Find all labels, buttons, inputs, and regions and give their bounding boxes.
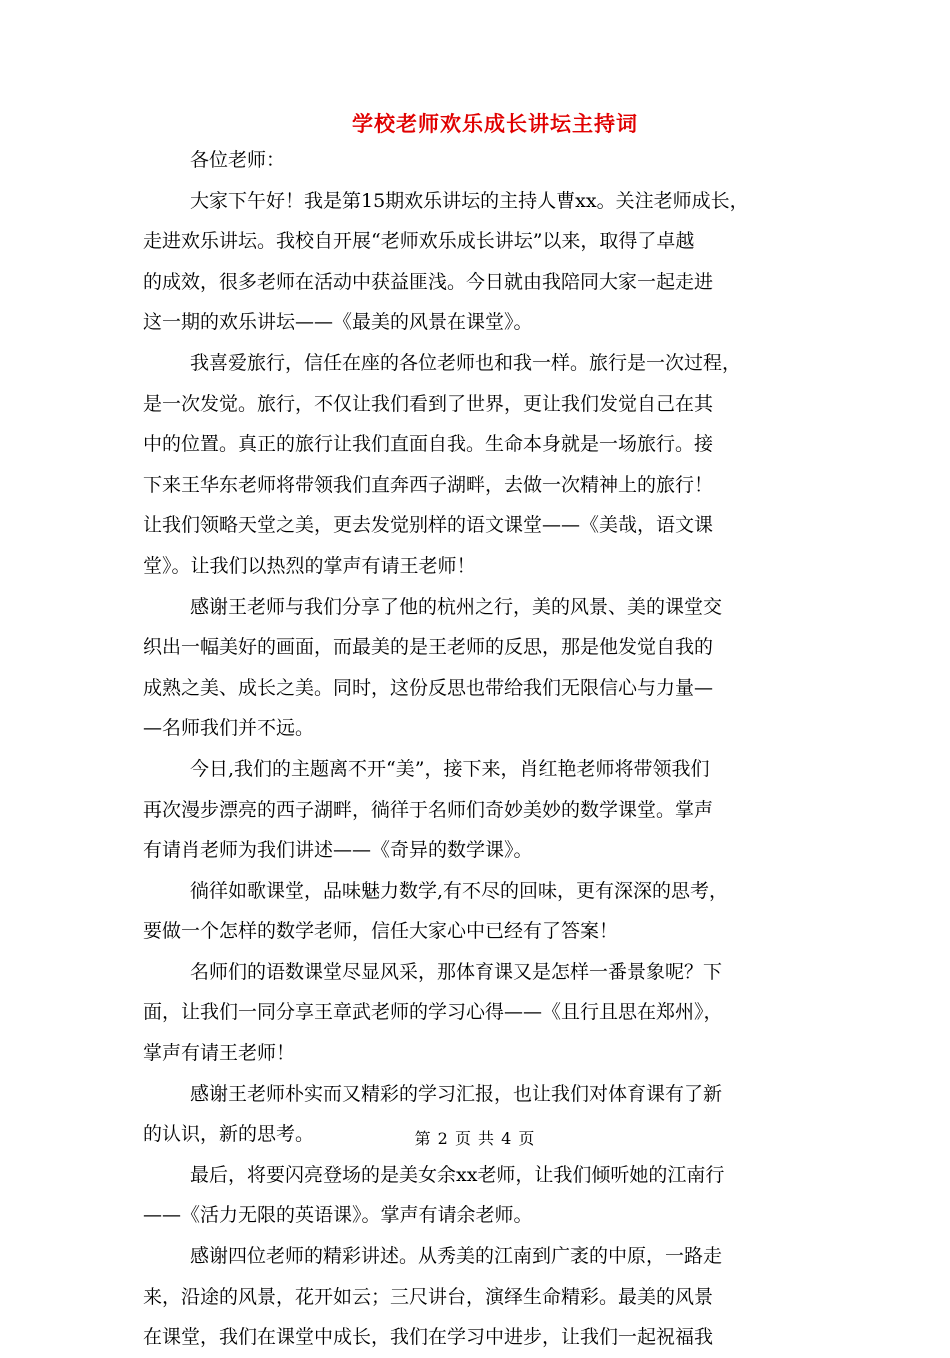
text-line: 名师们的语数课堂尽显风采，那体育课又是怎样一番景象呢？下 (190, 960, 723, 983)
text-line: 感谢王老师与我们分享了他的杭州之行，美的风景、美的课堂交 (190, 595, 723, 618)
text-line: 感谢王老师朴实而又精彩的学习汇报，也让我们对体育课有了新 (190, 1082, 723, 1105)
text-line: 来，沿途的风景，花开如云；三尺讲台，演绎生命精彩。最美的风景 (143, 1285, 714, 1308)
text-line: 各位老师： (190, 149, 286, 171)
text-line: —名师我们并不远。 (143, 717, 315, 740)
document-body (143, 140, 813, 1358)
text-line: 大家下午好！我是第15期欢乐讲坛的主持人曹xx。关注老师成长， (190, 189, 749, 212)
text-line: 成熟之美、成长之美。同时，这份反思也带给我们无限信心与力量— (143, 676, 714, 699)
text-line: 掌声有请王老师！ (143, 1042, 296, 1065)
text-line: 今日,我们的主题离不开“美”，接下来，肖红艳老师将带领我们 (190, 757, 710, 780)
text-line: 我喜爱旅行，信任在座的各位老师也和我一样。旅行是一次过程， (190, 351, 742, 374)
text-line: 下来王华东老师将带领我们直奔西子湖畔，去做一次精神上的旅行！ (143, 473, 714, 496)
text-line: 是一次发觉。旅行，不仅让我们看到了世界，更让我们发觉自己在其 (143, 392, 714, 415)
text-line: 徜徉如歌课堂，品味魅力数学,有不尽的回味，更有深深的思考， (190, 879, 729, 902)
text-line: 中的位置。真正的旅行让我们直面自我。生命本身就是一场旅行。接 (143, 433, 714, 456)
text-line: 要做一个怎样的数学老师，信任大家心中已经有了答案！ (143, 920, 619, 943)
text-line: 堂》。让我们以热烈的掌声有请王老师！ (143, 554, 476, 577)
page-footer: 第 2 页 共 4 页 (414, 1129, 536, 1148)
text-line: 织出一幅美好的画面，而最美的是王老师的反思，那是他发觉自我的 (143, 636, 714, 659)
text-line: 面，让我们一同分享王章武老师的学习心得——《且行且思在郑州》， (143, 1001, 723, 1024)
text-line: 让我们领略天堂之美，更去发觉别样的语文课堂——《美哉，语文课 (143, 514, 714, 537)
text-line: 这一期的欢乐讲坛——《最美的风景在课堂》。 (143, 311, 533, 334)
text-line: 最后，将要闪亮登场的是美女余xx老师，让我们倾听她的江南行 (190, 1163, 725, 1186)
text-line: 感谢四位老师的精彩讲述。从秀美的江南到广袤的中原，一路走 (190, 1245, 723, 1268)
text-line: 走进欢乐讲坛。我校自开展“老师欢乐成长讲坛”以来，取得了卓越 (143, 230, 695, 253)
text-line: 有请肖老师为我们讲述——《奇异的数学课》。 (143, 839, 533, 862)
text-line: 再次漫步漂亮的西子湖畔，徜徉于名师们奇妙美妙的数学课堂。掌声 (143, 798, 714, 821)
text-line: 的成效，很多老师在活动中获益匪浅。今日就由我陪同大家一起走进 (143, 270, 714, 293)
text-line: ——《活力无限的英语课》。掌声有请余老师。 (143, 1204, 533, 1227)
document-title: 学校老师欢乐成长讲坛主持词 (352, 111, 638, 136)
text-line: 在课堂，我们在课堂中成长，我们在学习中进步，让我们一起祝福我 (143, 1326, 714, 1349)
text-line: 的认识，新的思考。 (143, 1123, 315, 1146)
